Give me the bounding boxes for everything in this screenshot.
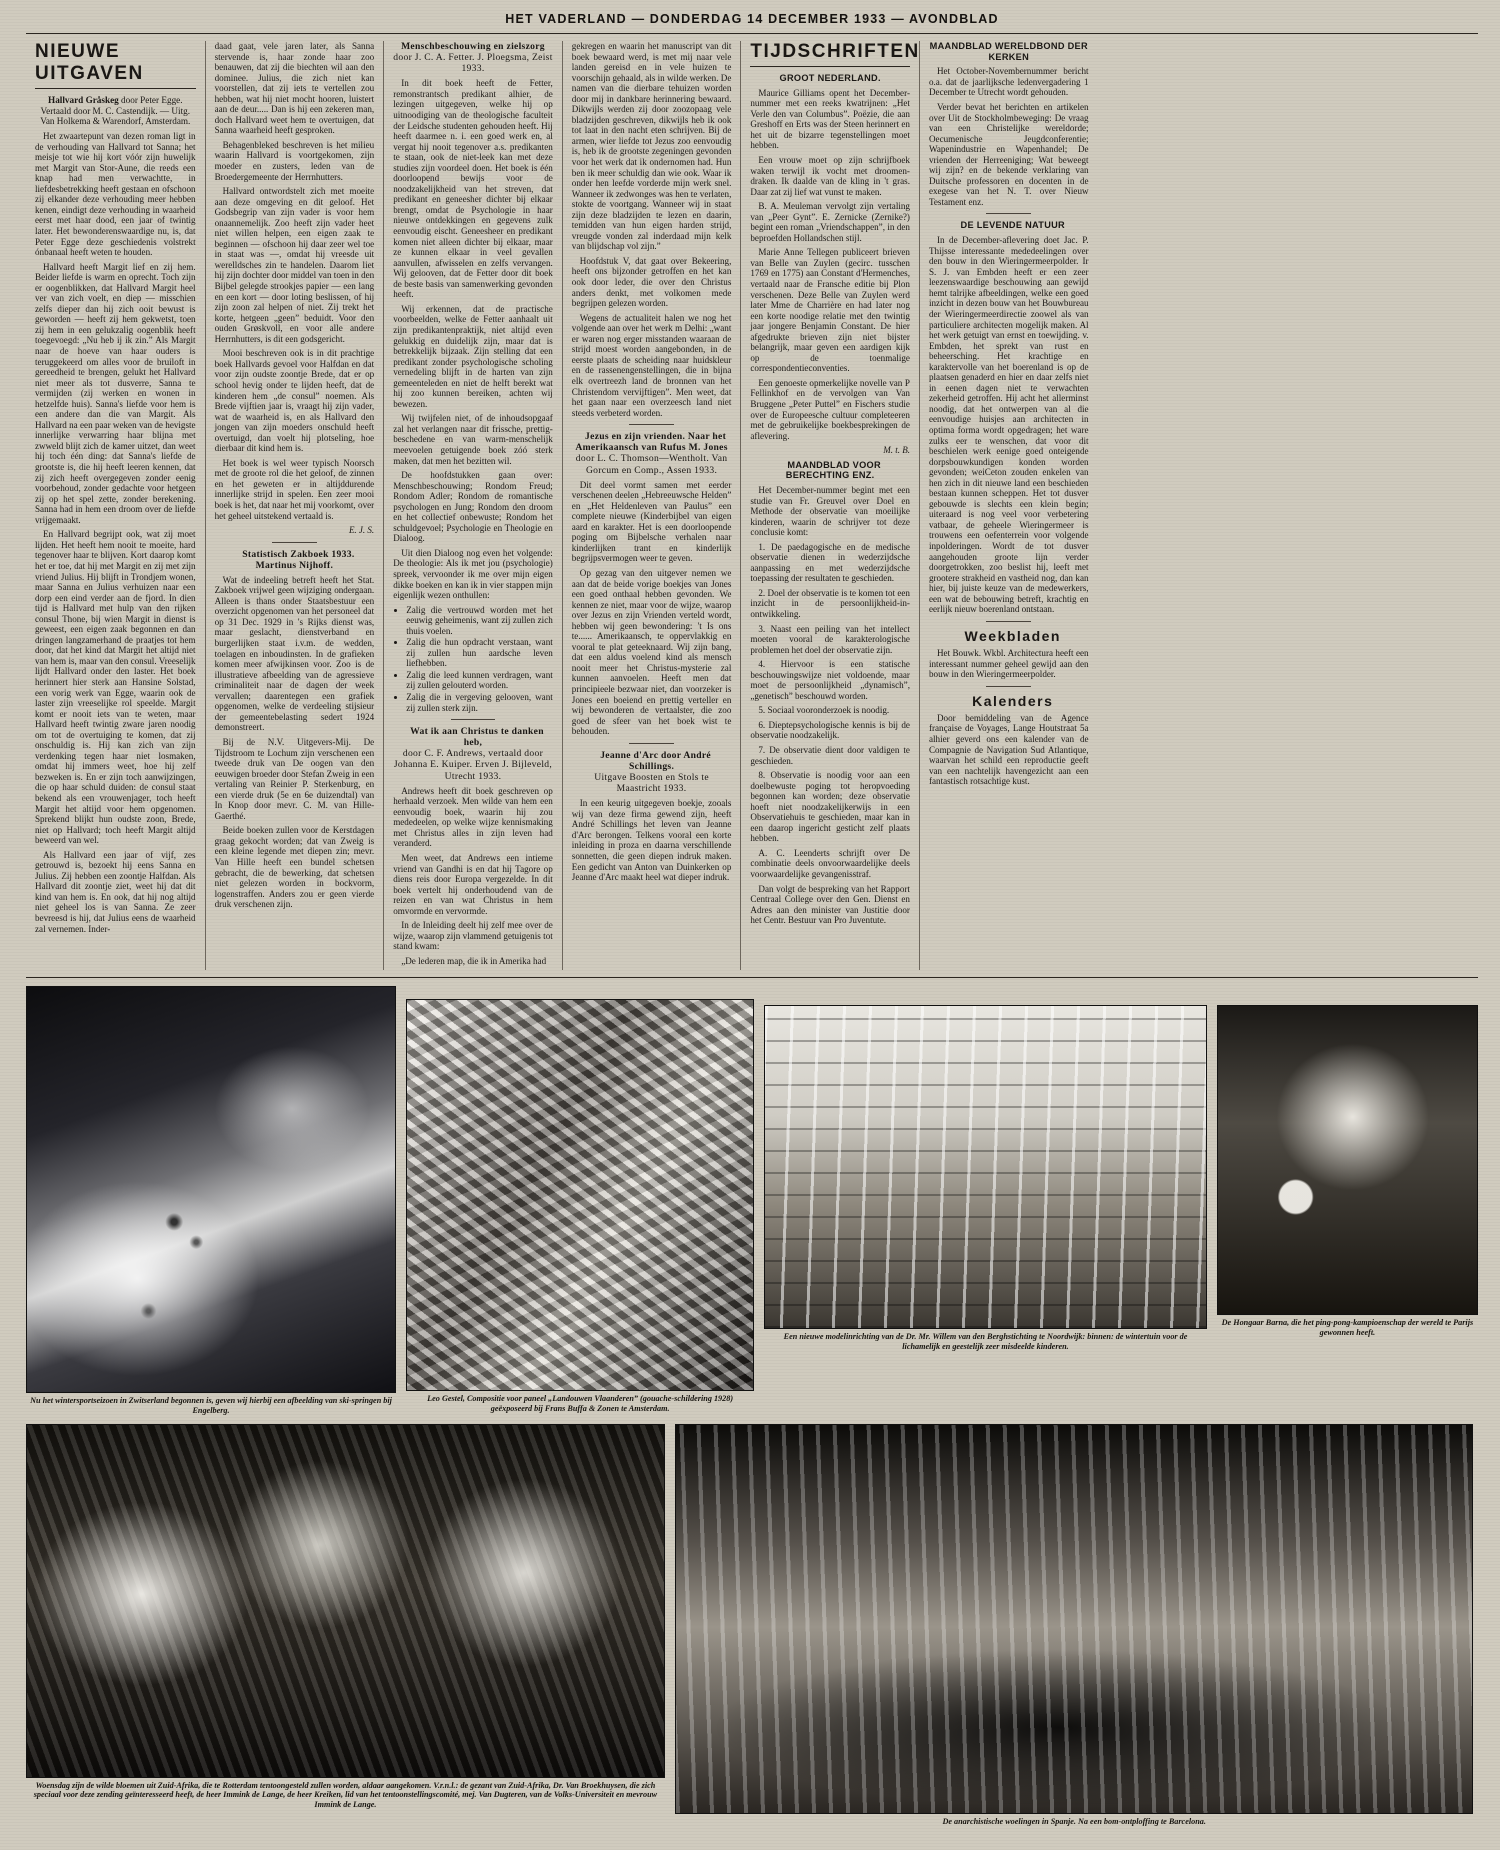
paragraph: 7. De observatie dient door valdigen te geschieden. bbox=[750, 745, 910, 766]
column-4 bbox=[562, 41, 741, 970]
paragraph: Uit dien Dialoog nog even het volgende: De theologie: Als ik met jou (psychologie) spreek, vervoonder ik me over mijn eigen dikke boeken en kan ik in vier stappen mijn eigenlijk wezen onthullen: bbox=[393, 547, 553, 601]
photo-row-bottom bbox=[26, 1424, 1478, 1827]
column-2 bbox=[205, 41, 384, 970]
masthead-separator-1: — bbox=[631, 12, 646, 26]
book-title-1-imprint: Vertaald door M. C. Castendijk. — Uitg. Van Holkema & Warendorf, Amsterdam. bbox=[40, 105, 191, 127]
photo-cell-winter-sports bbox=[26, 986, 396, 1415]
section-divider bbox=[272, 542, 317, 543]
column-5 bbox=[740, 41, 919, 970]
heading-rule bbox=[35, 88, 196, 89]
paragraph: „De lederen map, die ik in Amerika had bbox=[401, 955, 547, 966]
paragraph: Men weet, dat Andrews een intieme vriend van Gandhi is en dat hij Tagore op diens reis door Europa vergezelde. In dit boek vertelt hij onderhoudend van de reizen en van wat Christus in hem omvormde en vervormde. bbox=[393, 853, 553, 916]
book-title-6-name: Jeanne d'Arc door André Schillings. bbox=[600, 749, 711, 772]
list-item: • Zalig die in vergeving gelooven, want zij zullen sterk zijn. bbox=[406, 692, 553, 713]
book-title-2-imprint: Martinus Nijhoff. bbox=[255, 559, 334, 571]
paragraph: Verder bevat het berichten en artikelen over Uit de Stockholmbeweging: De vraag van een Christelijke wereldorde; Oecumenische Jeugdconferentie; Wapenindustrie en Wapenhandel; De vrienden der Herreeniging; Wat beweegt wij zijn? en de bekende verklaring van Duitsche professoren en docenten in de exegese van het N. T. over Nieuw Testament enz. bbox=[928, 101, 1089, 207]
paragraph: 4. Hiervoor is een statische beschouwingswijze niet voldoende, maar moet de persoonlijkheid „dynamisch”, „genetisch” beschouwd worden. bbox=[750, 659, 910, 701]
book-title-4-name: Wat ik aan Christus te danken heb, bbox=[410, 726, 544, 749]
book-title-6 bbox=[572, 750, 732, 795]
paragraph: 6. Dieptepsychologische kennis is bij de observatie noodzakelijk. bbox=[750, 719, 910, 741]
paragraph: Het Bouwk. Wkbl. Architectura heeft een interessant nummer geheel gewijd aan den bouw in den Wieringermeerpolder. bbox=[928, 648, 1089, 680]
section-divider bbox=[986, 621, 1031, 622]
section-divider bbox=[629, 424, 674, 425]
paragraph: In een keurig uitgegeven boekje, zooals wij van deze firma gewend zijn, heeft André Schillings het leven van Jeanne d'Arc berongen. Telkens vooral een korte inleiding in proza en daarna verschillende sonnetten, die geen diepen indruk maken. Een gedicht van Anton van Duinkerken op Jeanne d'Arc maakt heel wat dieper indruk. bbox=[571, 798, 732, 883]
paragraph: 8. Observatie is noodig voor aan een doelbewuste poging tot heropvoeding begonnen kan worden; deze observatie hoeft niet noodzakelijkerwijs in een Observatiehuis te geschieden, maar kan in een daarop ingericht gesticht zelf plaats hebben. bbox=[750, 770, 910, 844]
photo-caption: Leo Gestel, Compositie voor paneel „Landouwen Vlaanderen” (gouache-schildering 1928) geëxposeerd bij Frans Buffa & Zonen te Amsterdam. bbox=[427, 1394, 734, 1414]
section-divider bbox=[986, 686, 1031, 687]
paragraph: Beide boeken zullen voor de Kerstdagen graag gekocht worden; dat van Zweig is een kleine legende met diepen zin; mevr. Van Hille heeft een bundel schetsen gebracht, die de bewerking, dat schetsen niet gelezen worden in bockvorm, logenstraffen. Anders zou er geen vierde druk verschenen zijn. bbox=[214, 825, 375, 910]
magazine-title-groot-nederland: GROOT NEDERLAND. bbox=[779, 73, 881, 84]
section-divider bbox=[986, 213, 1031, 214]
heading-rule bbox=[750, 66, 910, 67]
column-1 bbox=[26, 41, 205, 970]
paragraph: 1. De paedagogische en de medische observatie dienen in wederzijdsche aanpassing en met wederzijdsche toepassing der resultaten te geschieden. bbox=[750, 541, 910, 584]
photo-caption: De Hongaar Barna, die het ping-pong-kampioenschap der wereld te Parijs gewonnen heeft. bbox=[1221, 1318, 1474, 1338]
list-item: • Zalig die vertrouwd worden met het eeuwig geheimenis, want zij zullen zich thuis voelen. bbox=[406, 605, 553, 637]
photo-cell-spain bbox=[675, 1424, 1474, 1827]
section-heading-nieuwe-uitgaven: NIEUWE UITGAVEN bbox=[35, 41, 144, 85]
photo-cell-ping-pong bbox=[1217, 986, 1478, 1337]
photo-painting-landscapes bbox=[406, 999, 754, 1391]
photo-caption: Nu het wintersportseizoen in Zwitserland begonnen is, geven wij hierbij een afbeelding van ski-springen bij Engelberg. bbox=[30, 1396, 392, 1416]
masthead-separator-2: — bbox=[891, 12, 905, 26]
paragraph: Hallvard ontwordstelt zich met moeite aan deze omgeving en dit geloof. Het Godsbegrip van zijn vader is voor hem onaannemelijk. Zoo heeft zijn vader heet niet willen helpen, een eigen zaak te beginnen — ofschoon hij daar zeer wel toe in staat was —, omdat hij vreesde uit werelldsches zin te handelen. Daarom liet hij zijn dochter door middel van toen in den Bijbel gelegde strookjes papier — een lang en een kort — door loting beslissen, of hij zijn zoon zal helpen of niet. Zij trekt het korte, hetgeen „geen” beduidt. Voor den ouden Grøskvoll, en voor alle andere Herrnhutters, is dit een godsgericht. bbox=[214, 186, 375, 344]
section-heading-wereldbond: MAANDBLAD WERELDBOND DER KERKEN bbox=[929, 41, 1088, 62]
paragraph: Op gezag van den uitgever nemen we aan dat de beide vorige boekjes van Jones een goed onthaal hebben gevonden. We kennen ze niet, maar voor de wijze, waarop over Jezus en zijn Vrienden verteld wordt, hebben wij geen bewondering: 't Is ons te...... Amerikaansch, te oppervlakkig en vooral te plat geteeknaard. Wij zijn bang, dat een aldus voelend kind als mensch nooit meer het Christus-mysterie zal kunnen aanvoelen. Heeft men dat principieele bezwaar niet, dan voorzeker is Jones een boeiend en prettig verteller en wij bewonderen de vertaalster, die zoo goed de sfeer van het boek wist te behouden. bbox=[571, 568, 732, 737]
issue-date: DONDERDAG 14 DECEMBER 1933 bbox=[649, 12, 887, 26]
paragraph: 3. Naast een peiling van het intellect moeten vooral de karakterologische problemen het doel der observatie zijn. bbox=[750, 623, 910, 655]
photo-model-institution bbox=[764, 1005, 1207, 1329]
paragraph: Het zwaartepunt van dezen roman ligt in de verhouding van Hallvard tot Sanna; het meisje tot wie hij kort vóór zijn huwelijk met Margit van Stor-Aune, die reeds een knap had men verwachtte, in liefdesbetrekking heeft gestaan en ofschoon zij elkander deze verhouding meer hebben kenen, eindigt deze verhouding in waarheid eerst met haar dood, een jaar of twintig later. Het bewonderenswaardige nu, is, dat Peter Egge deze geschiedenis volstrekt ónbanaal heeft weten te houden. bbox=[35, 131, 196, 258]
paragraph: Marie Anne Tellegen publiceert brieven van Belle van Zuylen (gecirc. tusschen 1769 en 1775) aan Constant d'Hermenches, vertaald naar de Fransche editie bij Plon verschenen. Deze Belle van Zuylen werd later Mme de Charrière en had later nog een korte noodige relatie met den twintig jaar jongere Benjamin Constant. De hier afgedrukte brieven zijn niet bijster belangrijk, maar geven een aardigen kijk op de toenmalige correspondentieconventies. bbox=[750, 247, 910, 374]
section-divider bbox=[629, 743, 674, 744]
paragraph: Behagenbleked beschreven is het milieu waarin Hallvard is voortgekomen, zijn moeder en zusters, leden van de Broedergemeente der Herrnhutters. bbox=[214, 139, 375, 182]
paragraph: Dit deel vormt samen met eerder verschenen deelen „Hebreeuwsche Helden” en „Het Heldenleven van Paulus” een complete nieuwe (Kinderbijbel van eigen aard en karakter. Het is een doorloopende poging om Bijbelsche verhalen naar kinderlijken trant en kinderlijk begrijpsvermogen weer te geven. bbox=[571, 479, 732, 564]
paragraph: Hoofdstuk V, dat gaat over Bekeering, heeft ons bijzonder getroffen en het kan ook door leder, die over den Christus anders denkt, met volkomen mede begrijpen gelezen worden. bbox=[571, 255, 732, 309]
paragraph: A. C. Leenderts schrijft over De combinatie deels onvoorwaardelijke deels voorwaardelijke gevangenisstraf. bbox=[750, 847, 910, 880]
section-heading-kalenders: Kalenders bbox=[972, 692, 1054, 709]
book-title-1-author: door Peter Egge. bbox=[121, 95, 183, 106]
paragraph: Een vrouw moet op zijn schrijfboek waken terwijl ik vocht met droomen-draken. Ik daalde van de kling in 't gras. Daar zat zij lief wat vunst te maken. bbox=[750, 154, 910, 197]
section-heading-weekbladen: Weekbladen bbox=[964, 627, 1061, 644]
paragraph: gekregen en waarin het manuscript van dit boek bewaard werd, is met mij naar vele landen gereisd en in vele huizen te voorschijn gehaald, als in wilde werken. De namen van die dierbare tehuizen worden door mij in dankbare herinnering bewaard. Dikwijls werden zij door zoozopaag vele bladzijden geschreven, dikwijls heb ik ook tot laat in den nacht eten schrijven. Bij de armen, wier liefde tot Jezus zoo eenvoudig is, heb ik de grootste zegeningen gevonden voor het werk dat ik ondernomen had. Hun ben ik meer schuldig dan wie ook. Waar ik onder hen leefde vorderde mijn werk snel. Wanneer ik zedwonges was hen te verlaten, stokte de voortgang. Wanneer wij in staat zijn deze bladzijden te lezen en daarin, temidden van hun eigen harden strijd, vreugde vonden zal inderdaad mijn kelk van blijdschap vol zijn.” bbox=[571, 41, 732, 252]
paragraph: De hoofdstukken gaan over: Menschbeschouwing; Rondom Freud; Rondom Adler; Rondom de romantische psychologen en Jung; Rondom den droom en het collectief onbewuste; Rondom het schuldgevoel; Psychologie en Theologie en Dialoog. bbox=[393, 470, 553, 544]
photo-caption: Woensdag zijn de wilde bloemen uit Zuid-Afrika, die te Rotterdam tentoongesteld zullen worden, aldaar aangekomen. V.r.n.l.: de gezant van Zuid-Afrika, Dr. Van Broekhuysen, die zich speciaal voor deze zending geïnteresseerd heeft, de heer Immink de Lange, de heer Kreiken, lid van het tentoonstellingscomité, mej. Van Dugteren, van de Volks-Universiteit en mevrouw Immink de Lange. bbox=[33, 1780, 658, 1810]
magazine-title-berechting: MAANDBLAD VOOR BERECHTING ENZ. bbox=[785, 459, 881, 481]
book-title-2 bbox=[215, 549, 375, 571]
photo-south-africa-flowers bbox=[26, 1424, 665, 1778]
photo-caption: Een nieuwe modelinrichting van de Dr. Mr. Willem van den Berghstichting te Noordwijk: binnen: de wintertuin voor de lichamelijk en geestelijk zeer misdeelde kinderen. bbox=[783, 1332, 1188, 1352]
paragraph: Wat de indeeling betreft heeft het Stat. Zakboek vrijwel geen wijziging ondergaan. Alleen is thans onder Staatsbestuur een overzicht opgenomen van het personeel dat op 31 Dec. 1929 in 's Rijks dienst was, maar geslacht, dienstverband en burgerlijken staat i.v.m. de wedden, toelagen en inboudinsten. In de grafieken komen meer afwijkinsen voor. Zoo is de illustratieve afbeelding van de agressieve criminaliteit naar de dagen der week vervallen; daarentegen een grafiek opgenomen, welke de verdeeling stijsieur der gemeentebelasting sedert 1924 demonstreert. bbox=[214, 574, 375, 733]
paragraph: Wij twijfelen niet, of de inhoudsopgaaf zal het verlangen naar dit frissche, prettig-beschedene en van warm-menschelijk meevoelen getuigende boek zóó sterk maken, dat men het bezitten wil. bbox=[393, 413, 553, 466]
paragraph: En Hallvard begrijpt ook, wat zij moet lijden. Het heeft hem nooit te moeite, hard tegenover haar te blijven. Kort daarop komt het er toe, dat hij met Margit en zij met zijn vriend Julius. Hij blijft in Trondjem wonen, maar Sanna en Julius verhuizen naar een dorp een eind verder aan de fjord. In dien tijd is Hallvard met hulp van den rijken consul Thone, bij wien Margit in dienst is geweest, een eigen zaak begonnen en dan dringen langzamerhand de praatjes tot hem door, dat het kind dat Margit het altijd niet van hem is, maar van den consul. Vreeselijk lijdt Hallvard onder den laster. Het boek herinnert hier sterk aan Hansine Solstad, een vorig werk van Egge, waarin ook de laster zijn vreeselijke rol speelde. Margit komt er nooit iets van te weten, maar Hallvard heeft twintig zware jaren noodig om tot de overtuiging te komen, dat zij onschuldig is. Hij kan zich van zijn verdenking tegen haar niet losmaken, omdat hij immers weet, hoe hij zelf bezweken is. En er zijn toch aanwijzingen, die op haar schuld duiden: de consul staat bekend als een vrouwenjager, toch heeft Margit het altijd voor hem opgenomen. Sprekend blijkt hun oudste zoon, Brede, niet op Hallvard; toch heeft Margit altijd beweerd van wel. bbox=[35, 529, 196, 846]
book-title-2-name: Statistisch Zakboek 1933. bbox=[242, 548, 355, 560]
magazine-title-levende-natuur: DE LEVENDE NATUUR bbox=[960, 220, 1065, 231]
paragraph: Mooi beschreven ook is in dit prachtige boek Hallvards gevoel voor Halfdan en dat voor zijn oudste zoontje Brede, dat er op school hevig onder te lijden heeft, dat de kinderen hem „de consul” noemen. Als Brede vijftien jaar is, vraagt hij zijn vader, wat de waarheid is, en als Hallvard den jongen van zijn moeders onschuld heeft overtuigd, dan voelt hij plotseling, hoe dierbaar dit kind hem is. bbox=[214, 348, 375, 454]
paragraph: Hallvard heeft Margit lief en zij hem. Beider liefde is warm en oprecht. Toch zijn er oogenblikken, dat Hallvard Margit heel ver van zich voelt, en diep — misschien zelfs dieper dan hij zich ooit bewust is geworden — heeft zij hem gekwetst, toen zij hem in een gelukzalig oogenblik heeft toegevoegd: „Nu heb ij ik zin.” Als Margit naar de hoeve van haar ouders is teruggekeerd om alles voor de bruiloft in gereedheid te brengen, gelukt het Hallvard niet meer als tot dusverre, Sanna te vermijden (zij werken en wonen in hetzelfde huis). Sanna's liefde voor hem is een andere dan die van Margit. Als Hallvard na een paar weken van de hevigste innerlijke verwarring haar blijna met zwweld blijt zich de kamer uitzet, dan weet hij toch één ding: dat Sanna's liefde de grootste is, die hij heeft leeren kennen, dat zij zich heeft overgegeven zonder eenig voorbehoud, zonder gedachte voor hetgeen zij op het spel zette, zonder berekening. Sanna had in hem een droom over de liefde vrijgemaakt. bbox=[35, 261, 196, 525]
article-columns bbox=[26, 41, 1478, 970]
photo-cell-institution bbox=[764, 986, 1207, 1351]
photo-section-rule bbox=[26, 977, 1478, 978]
photo-cell-painting bbox=[406, 986, 754, 1413]
photo-cell-flowers bbox=[26, 1424, 665, 1810]
book-title-1-name: Hallvard Gråskeg bbox=[48, 95, 119, 106]
article-signature: E. J. S. bbox=[348, 525, 375, 536]
book-title-4-imprint: door C. F. Andrews, vertaald door Johanna E. Kuiper. Erven J. Bijleveld, Utrecht 1933. bbox=[393, 748, 553, 782]
paragraph: Dan volgt de bespreking van het Rapport Centraal College over den Gen. Dienst en Adres aan den minister van Justitie door het Centr. Bestuur van Pro Juventute. bbox=[750, 883, 910, 926]
paragraph: Als Hallvard een jaar of vijf, zes getrouwd is, bezoekt hij eens Sanna en Julius. Zij hebben een zoontje Halfdan. Als Hallvard dit zoontje ziet, weet hij dat dit kind van hem is. En ook, dat hij nog altijd niet geheel los is van Sanna. Ze zeer bevreesd is hij, dat Julius eens de waarheid zal vernemen. Inder- bbox=[35, 849, 196, 934]
photo-section bbox=[26, 986, 1478, 1826]
masthead bbox=[26, 10, 1478, 29]
paragraph: Maurice Gilliams opent het December-nummer met een reeks kwatrijnen: „Het Verle den van Columbus”. Poëzie, die aan Greshoff en Erts was der Steen herinnert en het uit de bizarre tegenstellingen moet hebben. bbox=[750, 87, 910, 151]
photo-ping-pong-champion bbox=[1217, 1005, 1478, 1315]
paragraph: Het boek is wel weer typisch Noorsch met de groote rol die het geloof, de zinnen en het geweten er in altijddurende innerlijke strijd in spelen. Een zeer mooi boek is het, dat naar het mij voorkomt, over het geheel uitstekend vertaald is. bbox=[214, 457, 375, 521]
paragraph: Andrews heeft dit boek geschreven op herhaald verzoek. Men wilde van hem een eenvoudig boek, waarin hij zou mededeelen, op welke wijze kennismaking met Christus alles in zijn leven had veranderd. bbox=[393, 785, 553, 849]
photo-winter-sports bbox=[26, 986, 396, 1393]
paragraph: Het December-nummer begint met een studie van Fr. Greuvel over Doel en Methode der observatie van moeilijke kinderen, waarin de schrijver tot deze conclusie komt: bbox=[750, 484, 910, 538]
paragraph: Wij erkennen, dat de practische voorbeelden, welke de Fetter aanhaalt uit zijn predikantenpraktijk, niet altijd even gelukkig en duidelijk zijn, maar dat is betrekkelijk bijzaak. Zijn stelling dat een predikant zonder psychologische scholing vernedeling blijft in de harten van zijn gemeenteleden en niet de helft berekt wat hij zoo kunnen bereiken, achten wij bewezen. bbox=[393, 303, 553, 409]
column-3 bbox=[383, 41, 562, 970]
book-title-5-name: Jezus en zijn vrienden. Naar het Amerikaansch van Rufus M. Jones bbox=[575, 431, 728, 454]
section-heading-tijdschriften: TIJDSCHRIFTEN bbox=[750, 41, 920, 62]
list-item: • Zalig die hun opdracht verstaan, want zij zullen hun aardsche leven liefhebben. bbox=[406, 637, 553, 669]
book-title-1 bbox=[35, 95, 196, 127]
photo-row-top bbox=[26, 986, 1478, 1415]
book-title-5 bbox=[572, 431, 732, 476]
book-title-3-name: Menschbeschouwing en zielszorg bbox=[401, 41, 545, 52]
paper-name: HET VADERLAND bbox=[505, 12, 627, 26]
paragraph: Door bemiddeling van de Agence française de Voyages, Lange Houtstraat 5a alhier geverd ons een kalender van de Compagnie de Navigation Sud Atlantique, waarvan het schild een reproductie geeft van een nachtelijk havengezicht aan een fantastisch rotsachtige kust. bbox=[928, 712, 1089, 787]
paragraph: 5. Sociaal vooronderzoek is noodig. bbox=[758, 705, 890, 716]
book-title-3-imprint: door J. C. A. Fetter. J. Ploegsma, Zeist 1933. bbox=[393, 52, 553, 75]
paragraph: In de Inleiding deelt hij zelf mee over de wijze, waarop zijn vlammend getuigenis tot stand kwam: bbox=[393, 920, 553, 952]
paragraph: In de December-aflevering doet Jac. P. Thijsse interessante mededeelingen over den bouw in den Wieringermeerpolder. Ir S. J. van Embden heeft er een zeer leezenswaardige beschouwing aan gewijd hemt talrijke afbeeldingen, welke een goed inzicht in dezen bouw van het Bouwbureau der Wieringermeerdirectie zoowel als van particuliere architecten mogelijk maken. Al het werk getuigt van ernst en toewijding. v. Embden, het sprekt van rust en beheersching. Het krachtige en karaktervolle van het boerenland is op de plaatsen genaderd en hier en daar zelfs niet in eenen dagen niet te verwachten zekerheid getroffen. Hij acht het allerminst noodig, dat het ontwerpen van al die eenvoudige huisjes aan architecten in optima forma wordt opgedragen; het ware zulks eer te wenschen, dat voor dit beschielen werk eenige goed onteigende dorpsbouwkundigen konden worden gevonden; weiCeton zouden enkelen van hen zich in dit nieuwe land een beschieden bestaan kunnen scheppen. Het tot dusver gebouwde is slechts een klein begin; uiteraard is nog veel voor verbetering vatbaar, de geheele Wieringermeer is trouwens een oefenterrein voor volgende inpolderingen. Wordt de tot dusver aangehouden groote lijn verder doorgetrokken, zoo beslist hij, leeft met grootere strakheid en vastheid nog, dan kan hier, bij juiste keuze van de medewerkers, een wat de bebouwing betreft, krachtig en eerlijk nieuw boerenland ontstaan. bbox=[928, 235, 1089, 615]
book-title-5-imprint: door L. C. Thomson—Wentholt. Van Gorcum en Comp., Assen 1933. bbox=[575, 453, 728, 476]
paragraph: daad gaat, vele jaren later, als Sanna stervende is, haar zonde haar zoo benauwen, dat zij die biechten wil aan den dominee. Julius, die zich niet kan voorstellen, dat zij iets te vertellen zou hebben, wat hij niet mocht hooren, luistert aan de deur..... Dan is hij een zekeren man, doch Hallvard weet hem te overtuigen, dat Sanna waarheid heeft gesproken. bbox=[214, 41, 375, 136]
section-divider bbox=[451, 719, 496, 720]
book-title-3 bbox=[393, 41, 553, 74]
list-item: • Zalig die leed kunnen verdragen, want zij zullen gelouterd worden. bbox=[406, 670, 553, 691]
article-signature: M. t. B. bbox=[883, 445, 910, 456]
dialog-list bbox=[393, 605, 553, 713]
paragraph: B. A. Meuleman vervolgt zijn vertaling van „Peer Gynt”. E. Zernicke (Zernike?) begint een roman „Vriendschappen”, in den beproefden Hollandschen stijl. bbox=[750, 201, 910, 243]
column-6 bbox=[919, 41, 1098, 970]
paragraph: Het October-Novembernummer bericht o.a. dat de jaarlijksche ledenvergadering 1 December te Utrecht wordt gehouden. bbox=[928, 66, 1089, 98]
masthead-rule bbox=[26, 33, 1478, 34]
book-title-6-imprint: Uitgave Boosten en Stols te Maastricht 1933. bbox=[594, 772, 709, 795]
photo-spain-unrest bbox=[675, 1424, 1474, 1814]
paragraph: Een genoeste opmerkelijke novelle van P Fellinkhof en de vervolgen van Van Bruggene „Peter Puttel” en Fischers studie over de Europeesche cultuur completeeren met de gebruikelijke boekbesprekingen de aflevering. bbox=[750, 377, 910, 441]
photo-caption: De anarchistische woelingen in Spanje. Na een bom-ontploffing te Barcelona. bbox=[942, 1816, 1206, 1826]
book-title-4 bbox=[393, 726, 553, 782]
paragraph: In dit boek heeft de Fetter, remonstrantsch predikant alhier, de lezingen uitgegeven, welke hij op uitnoodiging van de theologische faculteit der Leidsche studenten gehouden heeft. Hij heeft daarmee n. i. een goed werk en, al vergat hij nooit tegenover a.s. predikanten te staan, ook de niet-leek kan met deze studies zijn voordeel doen. Het boek is één doorloopend bewijs voor de noodzakelijkheid van het streven, dat predikant en geneesher dichter bij elkaar brengt, omdat de Psychologie in haar nieuwe ontdekkingen en gegevens zulk eenvoudig eischt. Geneesheer en predikant komen niet alleen dichter bij elkaar, maar ze kunnen elkaar in veel gevallen aanvullen, afwisselen en zelfs vervangen. Wij gelooven, dat de Fetter door dit boek de beste basis van samenwerking gevonden heeft. bbox=[393, 78, 553, 300]
paragraph: Wegens de actualiteit halen we nog het volgende aan over het werk m Delhi: „want er waren nog erger misstanden waaraan de strijd moest worden aangebonden, in de eerste plaats de scheiding naar huidskleur en de rassenengenstellingen, die in bijna elk overtreezh land de bronnen van het Christendom vervijftigen”. Men weet, dat het gaan naar een overzeesch land niet steeds verbeterd worden. bbox=[571, 312, 732, 418]
paragraph: Bij de N.V. Uitgevers-Mij. De Tijdstroom te Lochum zijn verschenen een tweede druk van De oogen van den eeuwigen broeder door Stefan Zweig in een vertaling van Reinier P. Sterkenburg, en een vierde druk (5e en 6e duizendtal) van In Knop door mevr. C. M. van Hille-Gaerthé. bbox=[214, 736, 375, 821]
edition-name: AVONDBLAD bbox=[908, 12, 999, 26]
paragraph: 2. Doel der observatie is te komen tot een inzicht in de persoonlijkheid-in-ontwikkeling. bbox=[750, 587, 910, 619]
